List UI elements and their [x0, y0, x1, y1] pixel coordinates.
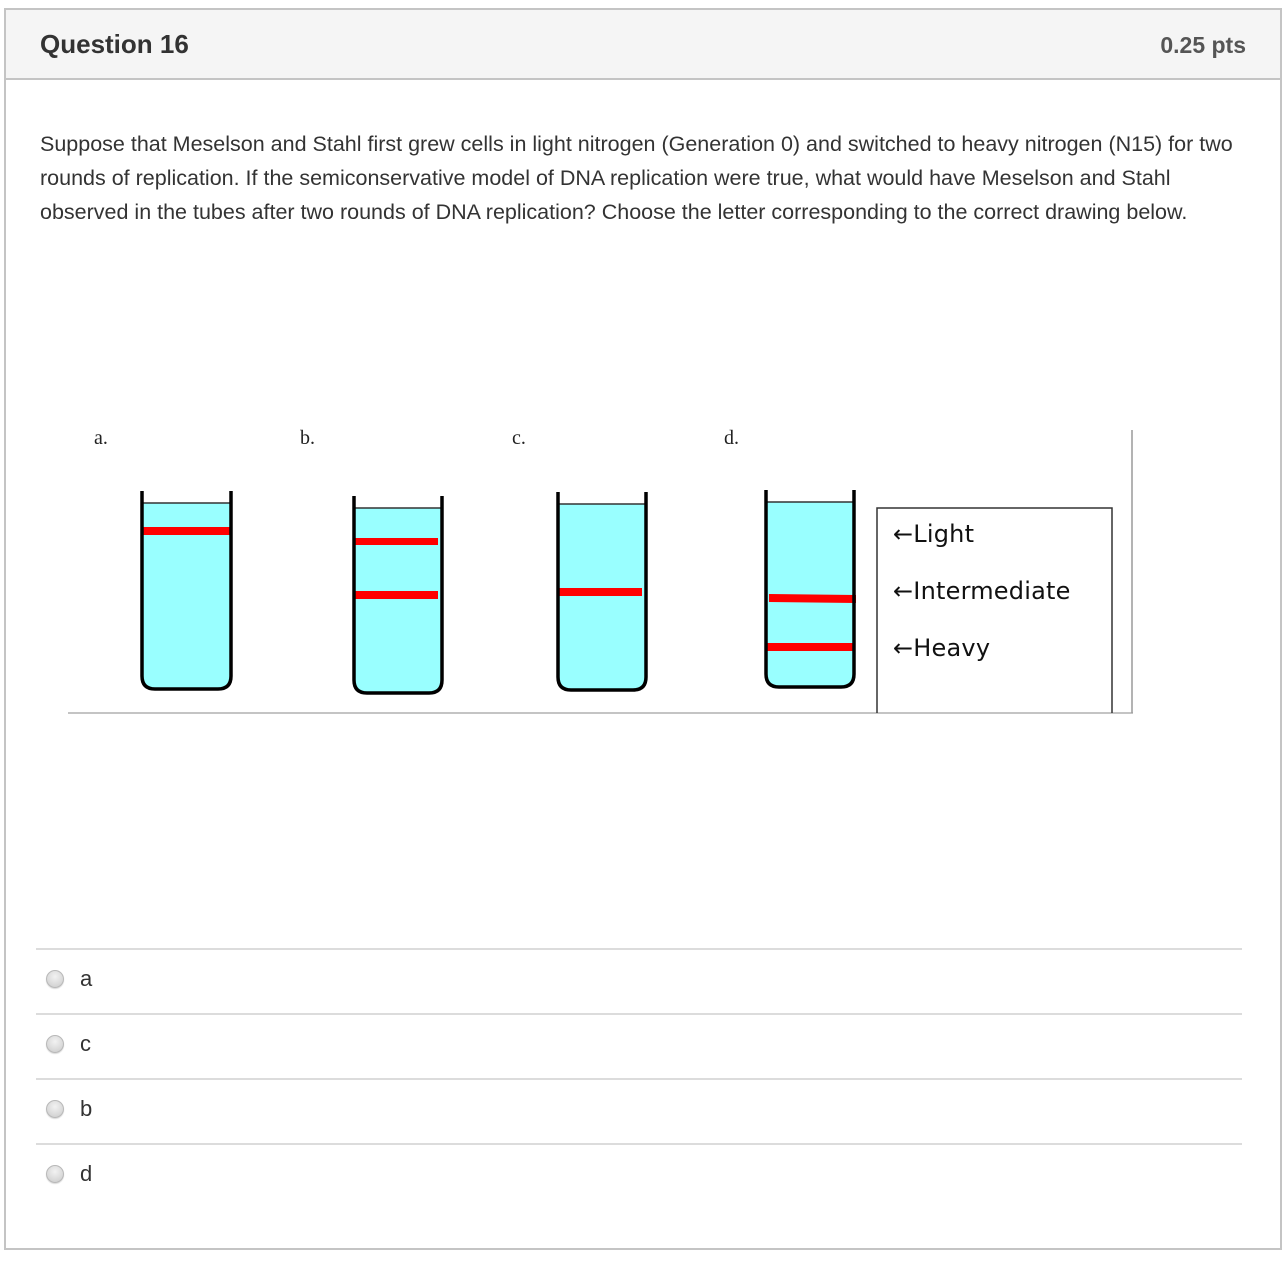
question-header [6, 10, 1280, 80]
answer-list [36, 948, 1242, 1208]
answer-option-b[interactable] [36, 1078, 1242, 1143]
tube-label-a: a. [94, 427, 108, 449]
radio-button[interactable] [46, 1100, 64, 1118]
answer-label: d [80, 1161, 93, 1186]
tube-label-b: b. [300, 427, 315, 449]
question-text: Suppose that Meselson and Stahl first grew cells in light nitrogen (Generation 0) and switched to heavy nitrogen (N15) for two rounds of replication. If the semiconservative model of DNA replication were true, what would have Meselson and Stahl observed in the tubes after two rounds of DNA replication? Choose the letter corresponding to the correct drawing below. [40, 132, 1233, 224]
answer-label: b [80, 1096, 93, 1121]
legend-heavy: ←Heavy [893, 634, 991, 662]
answer-option-a[interactable] [36, 948, 1242, 1013]
radio-button[interactable] [46, 1035, 64, 1053]
tube-label-c: c. [512, 427, 526, 449]
question-points: 0.25 pts [1160, 32, 1246, 58]
answer-label: c [80, 1031, 91, 1056]
answer-label: a [80, 966, 93, 991]
radio-button[interactable] [46, 970, 64, 988]
tube-label-d: d. [724, 427, 739, 449]
radio-button[interactable] [46, 1165, 64, 1183]
answer-option-d[interactable] [36, 1143, 1242, 1208]
question-title: Question 16 [40, 29, 189, 59]
legend-intermediate: ←Intermediate [893, 577, 1071, 605]
legend-light: ←Light [893, 520, 975, 548]
answer-option-c[interactable] [36, 1013, 1242, 1078]
